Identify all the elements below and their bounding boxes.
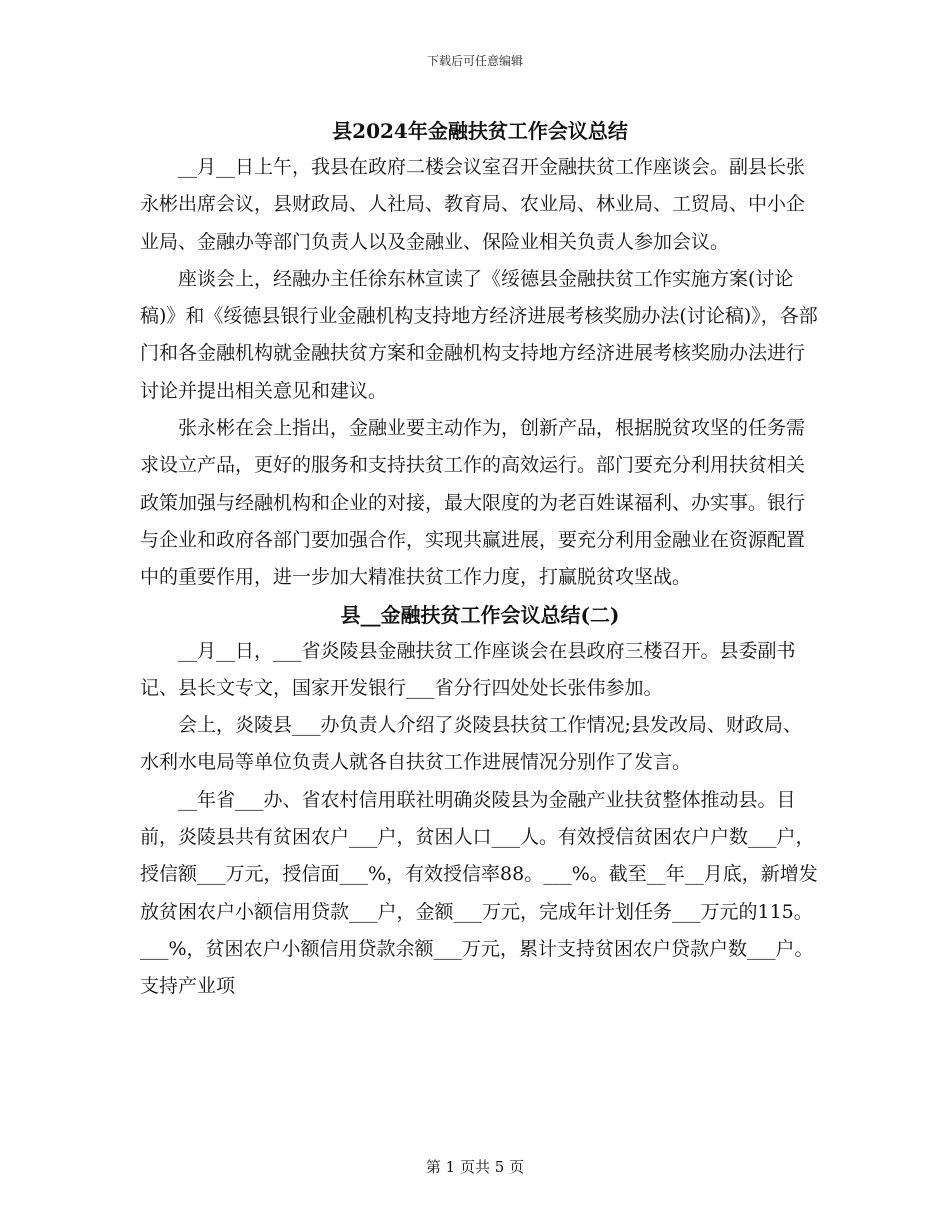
paragraph: 座谈会上，经融办主任徐东林宣读了《绥德县金融扶贫工作实施方案(讨论稿)》和《绥德县银行业金融机构支持地方经济进展考核奖励办法(讨论稿)》，各部门和各金融机构就金融扶贫方案和金融机构支持地方经济进展考核奖励办法进行讨论并提出相关意见和建议。 — [140, 267, 818, 402]
document-title: 县2024年金融扶贫工作会议总结 — [332, 119, 628, 143]
section-title: 县__金融扶贫工作会议总结(二) — [340, 602, 620, 627]
page-header: 下载后可任意编辑 — [426, 54, 523, 68]
document-body — [140, 113, 820, 1006]
page-footer: 第 1 页共 5 页 — [425, 1158, 525, 1176]
paragraph: 张永彬在会上指出，金融业要主动作为，创新产品，根据脱贫攻坚的任务需求设立产品，更好的服务和支持扶贫工作的高效运行。部门要充分利用扶贫相关政策加强与经融机构和企业的对接，最大限度的为老百姓谋福利、办实事。银行与企业和政府各部门要加强合作，实现共赢进展，要充分利用金融业在资源配置中的重要作用，进一步加大精准扶贫工作力度，打赢脱贫攻坚战。 — [140, 417, 806, 589]
paragraph: __月__日，___省炎陵县金融扶贫工作座谈会在县政府三楼召开。县委副书记、县长文专文，国家开发银行___省分行四处处长张伟参加。 — [140, 639, 796, 699]
paragraph: __年省___办、省农村信用联社明确炎陵县为金融产业扶贫整体推动县。目前，炎陵县共有贫困农户___户，贫困人口___人。有效授信贫困农户户数___户，授信额___万元，授信面___%，有效授信率88。___%。截至__年__月底，新增发放贫困农户小额信用贷款___户，金额___万元，完成年计划任务___万元的115。___%，贫困农户小额信用贷款余额___万元，累计支持贫困农户贷款户数___户。支持产业项 — [140, 788, 818, 998]
paragraph: 会上，炎陵县___办负责人介绍了炎陵县扶贫工作情况;县发改局、财政局、水利水电局等单位负责人就各自扶贫工作进展情况分别作了发言。 — [140, 714, 802, 774]
paragraph: __月__日上午，我县在政府二楼会议室召开金融扶贫工作座谈会。副县长张永彬出席会议，县财政局、人社局、教育局、农业局、林业局、工贸局、中小企业局、金融办等部门负责人以及金融业、保险业相关负责人参加会议。 — [140, 156, 806, 253]
